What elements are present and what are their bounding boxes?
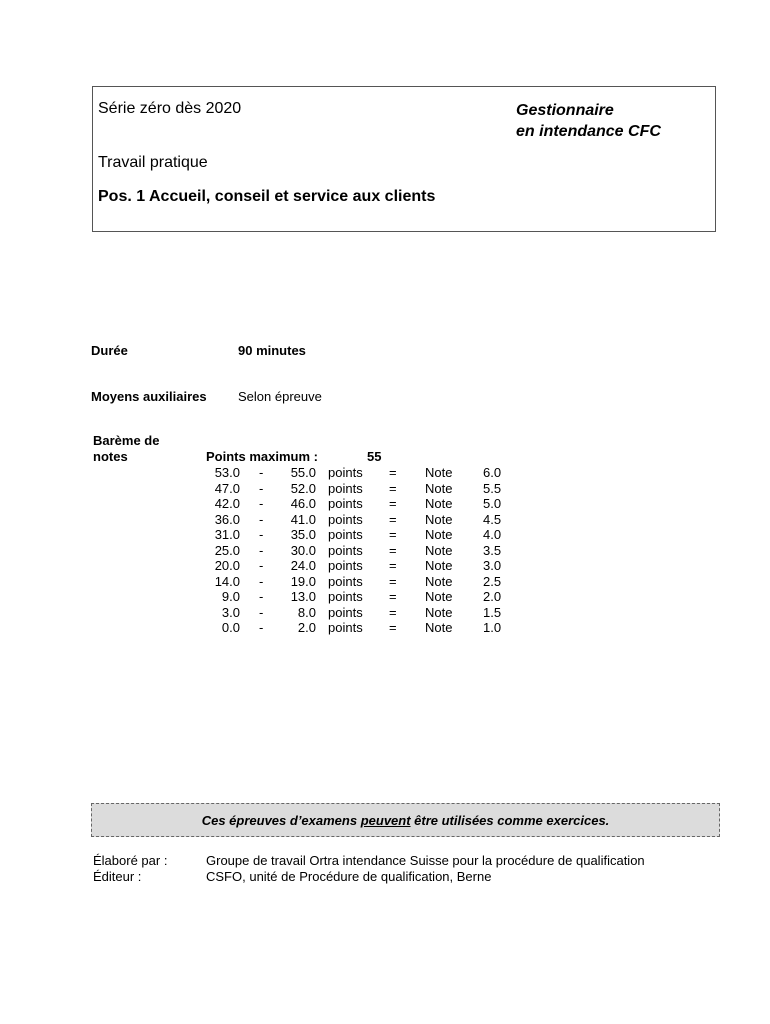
points-unit: points [328, 589, 363, 604]
grade-value: 4.0 [483, 527, 502, 542]
range-dash: - [259, 465, 264, 480]
duration-label: Durée [91, 343, 128, 358]
equals-sign: = [389, 527, 397, 542]
note-word: Note [425, 589, 453, 604]
note-word: Note [425, 496, 453, 511]
grade-value: 1.0 [483, 620, 502, 635]
range-to: 8.0 [297, 604, 316, 620]
series-label: Série zéro dès 2020 [98, 100, 242, 117]
credit-row-author [93, 853, 713, 869]
author-label: Élaboré par : [93, 853, 168, 868]
range-to: 2.0 [297, 620, 316, 635]
equals-sign: = [389, 589, 397, 604]
equals-sign: = [389, 604, 397, 620]
range-from: 25.0 [214, 542, 240, 558]
note-word: Note [425, 573, 453, 589]
grade-row [200, 512, 520, 528]
notice-text-before: Ces épreuves d’examens [201, 812, 361, 828]
range-dash: - [259, 480, 264, 496]
note-word: Note [425, 620, 453, 635]
equals-sign: = [389, 480, 397, 496]
grade-row [200, 465, 520, 481]
range-from: 47.0 [214, 480, 240, 496]
credits [93, 853, 713, 885]
grading-label-line-1: Barème de [93, 433, 160, 448]
range-from: 3.0 [221, 604, 240, 620]
range-to: 30.0 [290, 542, 316, 558]
range-from: 0.0 [221, 620, 240, 635]
credit-row-publisher [93, 869, 713, 885]
range-dash: - [259, 589, 264, 604]
equals-sign: = [389, 620, 397, 635]
range-to: 41.0 [290, 511, 316, 527]
range-to: 46.0 [290, 496, 316, 511]
notice-emphasis: peuvent [360, 812, 411, 828]
grade-value: 3.0 [483, 558, 502, 573]
grade-row [200, 620, 520, 636]
grade-row [200, 558, 520, 574]
publisher-value: CSFO, unité de Procédure de qualification, Berne [206, 869, 492, 884]
grade-value: 4.5 [483, 511, 502, 527]
grade-row [200, 496, 520, 512]
publisher-label: Éditeur : [93, 869, 142, 884]
range-dash: - [259, 620, 264, 635]
profession-line-1: Gestionnaire [516, 102, 614, 119]
aids-value: Selon épreuve [238, 389, 322, 404]
header-box [92, 86, 716, 232]
work-type: Travail pratique [98, 154, 208, 171]
note-word: Note [425, 542, 453, 558]
points-unit: points [328, 480, 363, 496]
range-from: 14.0 [214, 573, 240, 589]
range-dash: - [259, 527, 264, 542]
note-word: Note [425, 480, 453, 496]
range-dash: - [259, 558, 264, 573]
range-dash: - [259, 542, 264, 558]
profession-line-2: en intendance CFC [516, 123, 661, 140]
range-to: 24.0 [290, 558, 316, 573]
range-from: 20.0 [214, 558, 240, 573]
notice-text-after: être utilisées comme exercices. [410, 812, 610, 828]
range-dash: - [259, 573, 264, 589]
points-max-label: Points maximum : [206, 449, 318, 464]
points-unit: points [328, 558, 363, 573]
grade-row [200, 527, 520, 543]
range-from: 42.0 [214, 496, 240, 511]
aids-label: Moyens auxiliaires [91, 389, 207, 404]
position-title: Pos. 1 Accueil, conseil et service aux clients [98, 188, 436, 205]
grade-value: 5.0 [483, 496, 502, 511]
range-to: 35.0 [290, 527, 316, 542]
equals-sign: = [389, 558, 397, 573]
equals-sign: = [389, 465, 397, 480]
grade-table [200, 465, 520, 636]
range-from: 31.0 [214, 527, 240, 542]
equals-sign: = [389, 542, 397, 558]
range-dash: - [259, 604, 264, 620]
range-to: 52.0 [290, 480, 316, 496]
points-unit: points [328, 604, 363, 620]
grading-scale-label [93, 433, 159, 465]
author-value: Groupe de travail Ortra intendance Suisse pour la procédure de qualification [206, 853, 645, 868]
range-to: 19.0 [290, 573, 316, 589]
points-unit: points [328, 496, 363, 511]
range-from: 36.0 [214, 511, 240, 527]
exercise-notice [91, 803, 720, 837]
note-word: Note [425, 558, 453, 573]
profession-title [516, 100, 661, 142]
grade-value: 2.0 [483, 589, 502, 604]
note-word: Note [425, 465, 453, 480]
grade-row [200, 605, 520, 621]
points-unit: points [328, 465, 363, 480]
range-from: 9.0 [221, 589, 240, 604]
points-unit: points [328, 542, 363, 558]
grade-row [200, 589, 520, 605]
grade-row [200, 574, 520, 590]
grade-value: 3.5 [483, 542, 502, 558]
grade-row [200, 543, 520, 559]
note-word: Note [425, 604, 453, 620]
grade-value: 2.5 [483, 573, 502, 589]
note-word: Note [425, 527, 453, 542]
points-max-value: 55 [367, 449, 382, 464]
range-to: 55.0 [290, 465, 316, 480]
range-dash: - [259, 496, 264, 511]
grading-label-line-2: notes [93, 449, 128, 464]
equals-sign: = [389, 496, 397, 511]
duration-value: 90 minutes [238, 343, 306, 358]
grade-value: 1.5 [483, 604, 502, 620]
equals-sign: = [389, 573, 397, 589]
points-unit: points [328, 527, 363, 542]
grade-row [200, 481, 520, 497]
equals-sign: = [389, 511, 397, 527]
grade-value: 6.0 [483, 465, 502, 480]
note-word: Note [425, 511, 453, 527]
range-dash: - [259, 511, 264, 527]
range-to: 13.0 [290, 589, 316, 604]
points-unit: points [328, 620, 363, 635]
points-unit: points [328, 511, 363, 527]
range-from: 53.0 [214, 465, 240, 480]
points-unit: points [328, 573, 363, 589]
grade-value: 5.5 [483, 480, 502, 496]
